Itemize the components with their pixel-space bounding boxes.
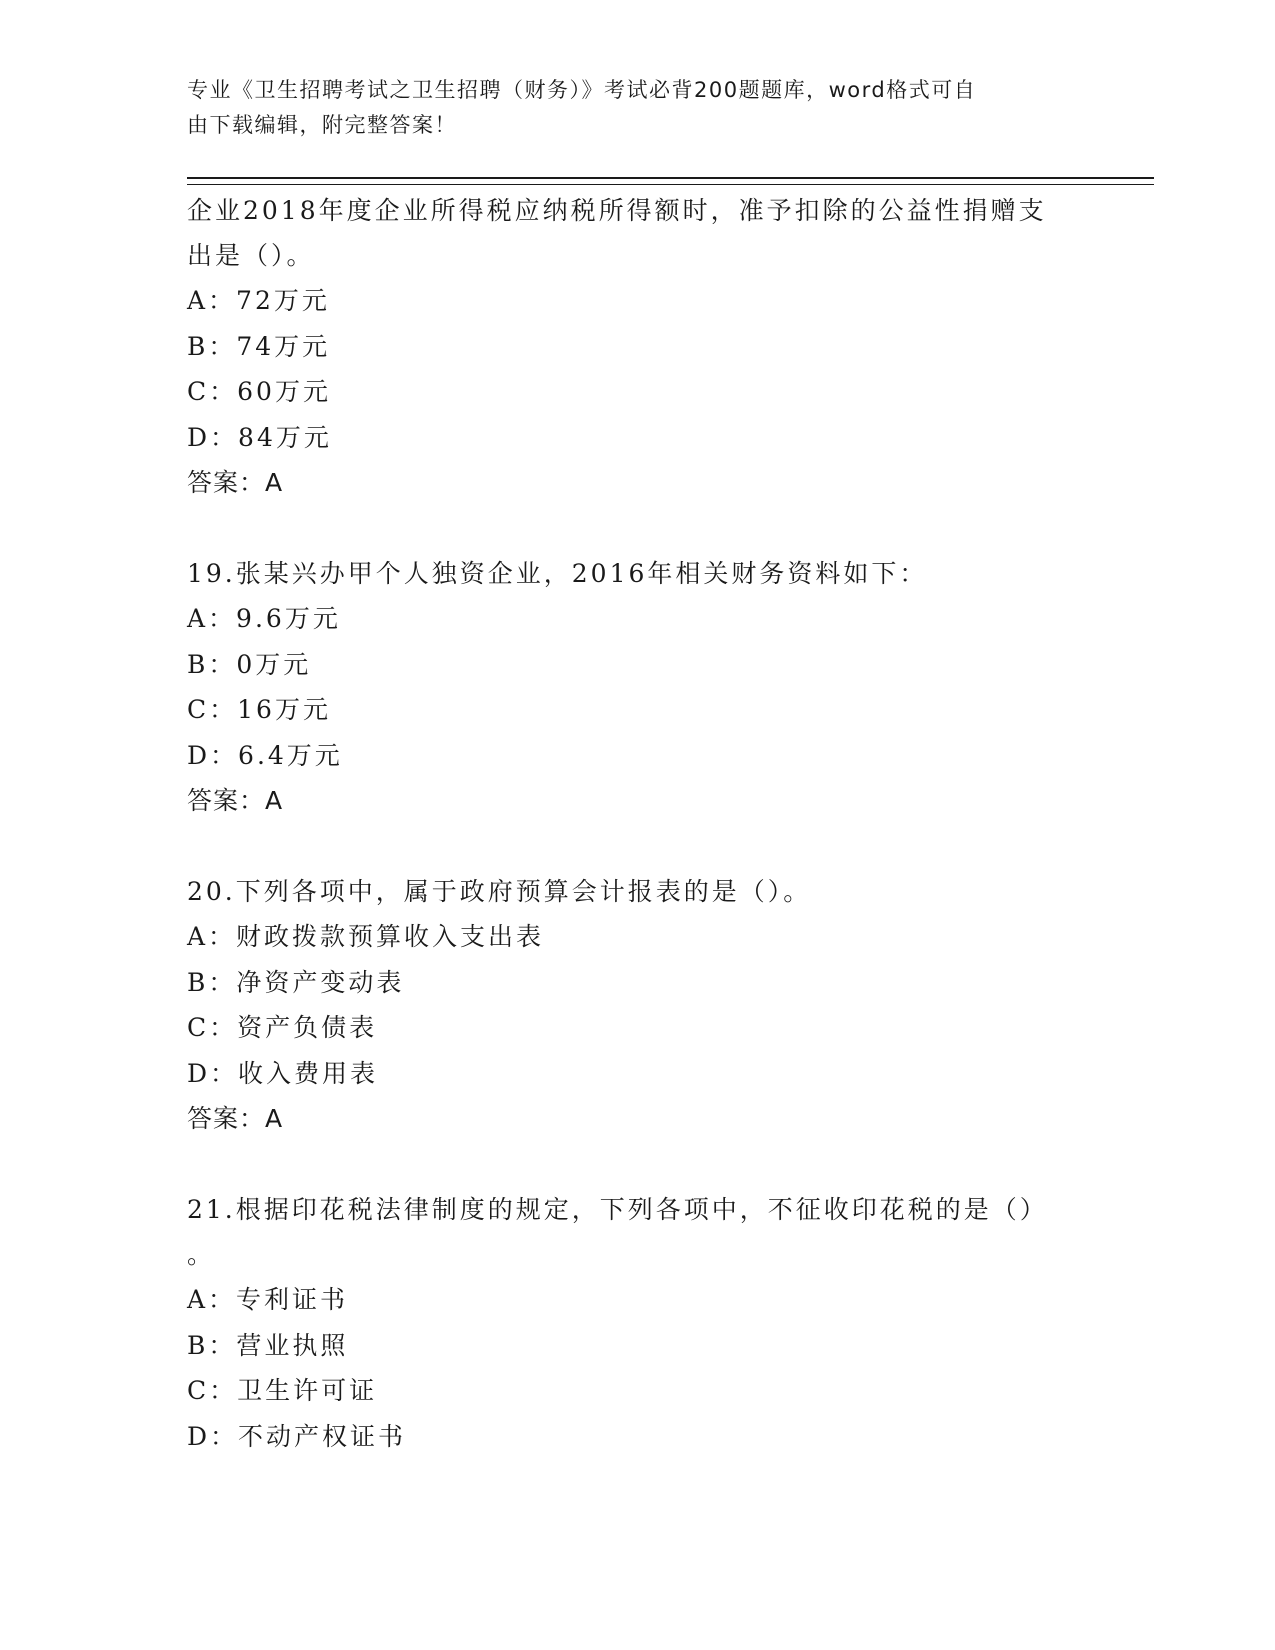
question-list <box>187 188 1087 1459</box>
question-20 <box>187 869 1087 1141</box>
option-b: B：74万元 <box>187 331 331 361</box>
option-c: C：16万元 <box>187 695 331 724</box>
question-stem-line: 20.下列各项中，属于政府预算会计报表的是（）。 <box>187 877 812 906</box>
option-a: A：9.6万元 <box>187 604 341 633</box>
question-21 <box>187 1187 1087 1459</box>
document-header <box>187 73 1067 143</box>
option-b: B：0万元 <box>187 649 312 679</box>
header-line-1: 专业《卫生招聘考试之卫生招聘（财务）》考试必背200题题库，word格式可自 <box>187 78 977 102</box>
header-line-2: 由下载编辑，附完整答案！ <box>187 113 457 137</box>
option-c: C：60万元 <box>187 377 331 406</box>
answer-line: 答案：A <box>187 1104 284 1133</box>
option-c: C：卫生许可证 <box>187 1376 378 1405</box>
question-19 <box>187 551 1087 823</box>
question-stem-line: 19.张某兴办甲个人独资企业，2016年相关财务资料如下： <box>187 559 928 588</box>
option-d: D：84万元 <box>187 422 332 452</box>
option-a: A：72万元 <box>187 286 330 315</box>
question-stem-line: 。 <box>187 1240 216 1269</box>
option-b: B：净资产变动表 <box>187 967 405 997</box>
option-b: B：营业执照 <box>187 1330 349 1360</box>
answer-line: 答案：A <box>187 468 284 497</box>
option-a: A：专利证书 <box>187 1285 349 1314</box>
question-spacer <box>187 823 1087 869</box>
question-stem-line: 21.根据印花税法律制度的规定，下列各项中，不征收印花税的是（） <box>187 1195 1048 1224</box>
option-d: D：不动产权证书 <box>187 1421 407 1451</box>
question-stem-line: 出是（）。 <box>187 241 315 270</box>
answer-line: 答案：A <box>187 786 284 815</box>
header-divider-thick <box>187 177 1154 179</box>
question-18 <box>187 188 1087 505</box>
option-a: A：财政拨款预算收入支出表 <box>187 922 545 951</box>
option-d: D：收入费用表 <box>187 1058 379 1088</box>
question-stem-line: 企业2018年度企业所得税应纳税所得额时，准予扣除的公益性捐赠支 <box>187 196 1047 225</box>
question-spacer <box>187 1141 1087 1187</box>
option-d: D：6.4万元 <box>187 740 343 770</box>
option-c: C：资产负债表 <box>187 1013 378 1042</box>
header-divider-thin <box>187 184 1154 185</box>
question-spacer <box>187 505 1087 551</box>
